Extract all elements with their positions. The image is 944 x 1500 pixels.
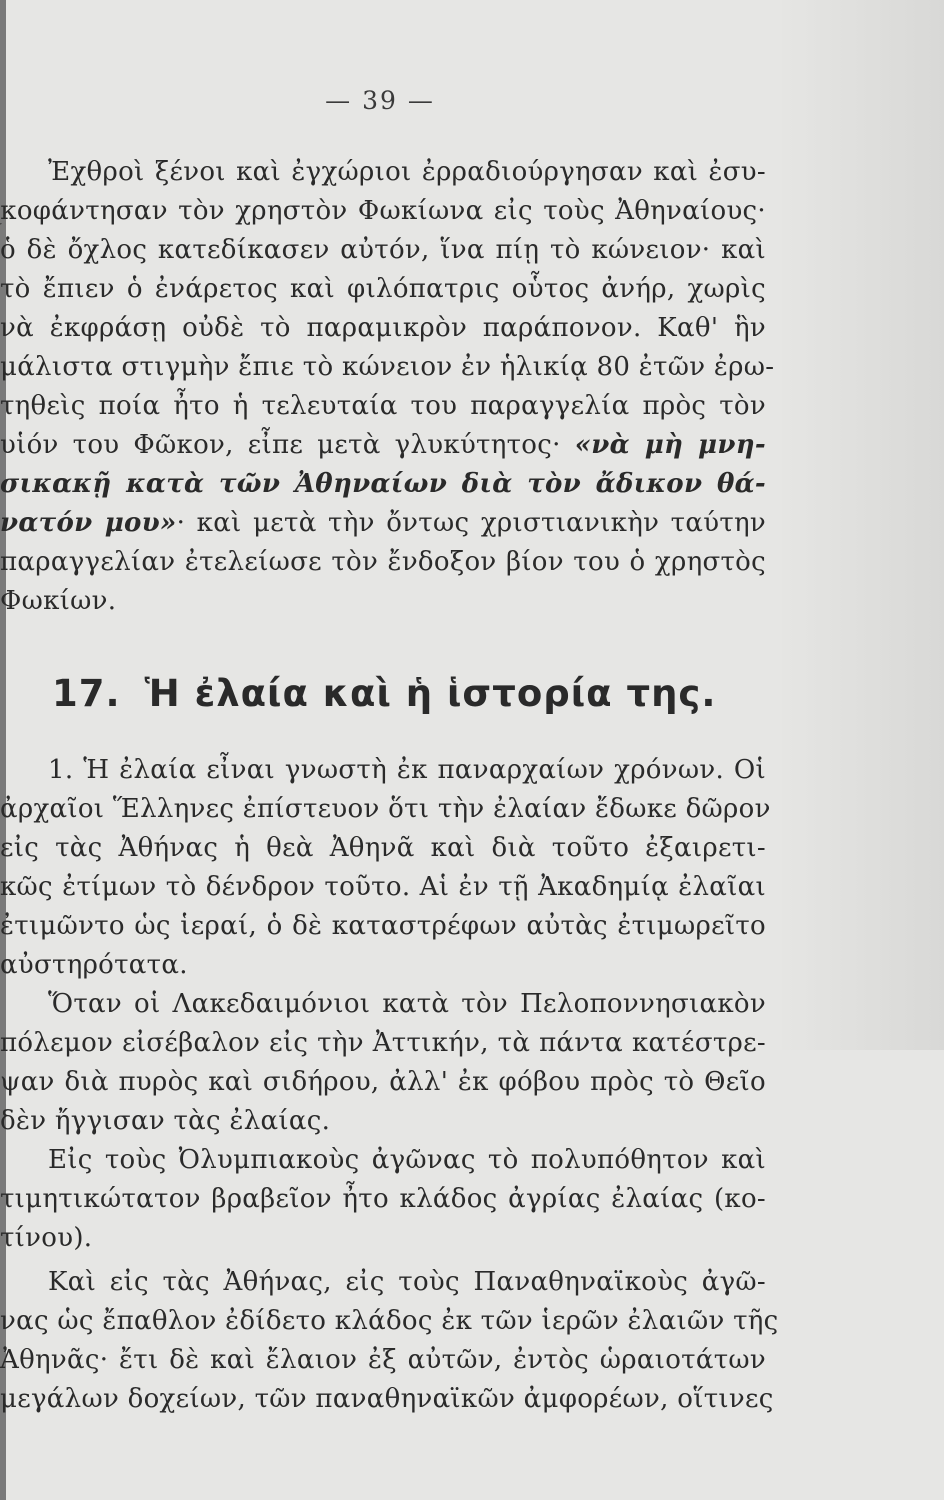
text-line: παραγγελίαν ἐτελείωσε τὸν ἔνδοξον βίον του ὁ χρηστὸς [0, 547, 766, 577]
text-line: Φωκίων. [0, 586, 117, 616]
quote-emphasis: νατόν μου» [0, 508, 177, 538]
text-line: δὲν ἤγγισαν τὰς ἐλαίας. [0, 1106, 331, 1136]
text-line [0, 464, 766, 504]
bleed-through-shadow [774, 0, 944, 1050]
text-line: τιμητικώτατον βραβεῖον ἦτο κλάδος ἀγρίας ἐλαίας (κο- [0, 1184, 766, 1214]
text-line: εἰς τὰς Ἀθήνας ἡ θεὰ Ἀθηνᾶ καὶ διὰ τοῦτο ἐξαιρετι- [0, 833, 766, 863]
text-line: ͅκοφάντησαν τὸν χρηστὸν Φωκίωνα εἰς τοὺς Ἀθηναίους· [0, 196, 766, 226]
text-run: · καὶ μετὰ τὴν ὄντως χριστιανικὴν ταύτην [176, 508, 766, 538]
text-line: νας ὡς ἔπαθλον ἐδίδετο κλάδος ἐκ τῶν ἱερῶν ἐλαιῶν τῆς [0, 1306, 779, 1336]
text-line: Καὶ εἰς τὰς Ἀθήνας, εἰς τοὺς Παναθηναϊκοὺς ἀγῶ- [48, 1267, 766, 1297]
text-line: 1. Ἡ ἐλαία εἶναι γνωστὴ ἐκ παναρχαίων χρόνων. Οἱ [48, 755, 766, 785]
text-line: μεγάλων δοχείων, τῶν παναθηναϊκῶν ἀμφορέων, οἵτινες [0, 1384, 774, 1414]
text-line: νὰ ἐκφράσῃ οὐδὲ τὸ παραμικρὸν παράπονον. Καθ' ἣν [0, 313, 766, 343]
text-line: τηθεὶς ποία ἦτο ἡ τελευταία του παραγγελία πρὸς τὸν [0, 391, 766, 421]
text-run: υἱόν του Φῶκον, εἶπε μετὰ γλυκύτητος· [0, 430, 575, 460]
text-line: τὸ ἔπιεν ὁ ἐνάρετος καὶ φιλόπατρις οὗτος ἀνήρ, χωρὶς [0, 274, 766, 304]
text-line: Ὅταν οἱ Λακεδαιμόνιοι κατὰ τὸν Πελοποννησιακὸν [48, 989, 766, 1019]
quote-emphasis: σικακῇ κατὰ τῶν Ἀθηναίων διὰ τὸν ἄδικον θά- [0, 469, 766, 499]
section-title: Ἡ ἐλαία καὶ ἡ ἱστορία της. [144, 672, 717, 715]
section-number: 17. [52, 672, 121, 715]
text-line: Ἐχθροὶ ξένοι καὶ ἐγχώριοι ἐρραδιούργησαν καὶ ἐσυ- [48, 157, 766, 187]
text-line: ἐτιμῶντο ὡς ἱεραί, ὁ δὲ καταστρέφων αὐτὰς ἐτιμωρεῖτο [0, 911, 766, 941]
text-line: τίνου). [0, 1223, 93, 1253]
text-line: ἀρχαῖοι Ἕλληνες ἐπίστευον ὅτι τὴν ἐλαίαν ἔδωκε δῶρον [0, 794, 771, 824]
text-line: κῶς ἐτίμων τὸ δένδρον τοῦτο. Αἱ ἐν τῇ Ἀκαδημίᾳ ἐλαῖαι [0, 872, 766, 902]
text-line: μάλιστα στιγμὴν ἔπιε τὸ κώνειον ἐν ἡλικίᾳ 80 ἐτῶν ἐρω- [0, 352, 775, 382]
text-line: αὐστηρότατα. [0, 950, 188, 980]
text-line: Ἀθηνᾶς· ἔτι δὲ καὶ ἔλαιον ἐξ αὐτῶν, ἐντὸς ὡραιοτάτων [0, 1345, 766, 1375]
quote-emphasis: «νὰ μὴ μνη- [574, 430, 766, 460]
text-line: Εἰς τοὺς Ὀλυμπιακοὺς ἀγῶνας τὸ πολυπόθητον καὶ [48, 1145, 766, 1175]
text-line: ψαν διὰ πυρὸς καὶ σιδήρου, ἀλλ' ἐκ φόβου πρὸς τὸ Θεῖο [0, 1067, 766, 1097]
page-number: — 39 — [325, 86, 435, 115]
text-line [0, 425, 766, 465]
text-line [0, 503, 766, 543]
text-line: πόλεμον εἰσέβαλον εἰς τὴν Ἀττικήν, τὰ πάντα κατέστρε- [0, 1028, 766, 1058]
section-heading [52, 672, 716, 715]
text-line: ὁ δὲ ὄχλος κατεδίκασεν αὐτόν, ἵνα πίῃ τὸ κώνειον· καὶ [0, 235, 766, 265]
